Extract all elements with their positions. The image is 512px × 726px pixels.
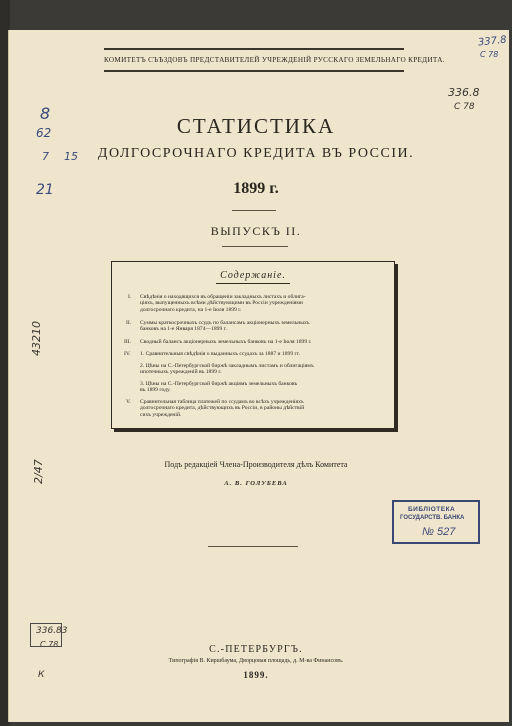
contents-box: Содержаніе. I. Свѣдѣнія о находящихся въ обращеніи закладныхъ листахъ и облига- ціяхъ, выпущенныхъ всѣми дѣйствующими въ Россіи учрежденіями долгосрочнаго кредита, на 1-е Іюля 1899 г. II. Суммы краткосрочныхъ ссудъ по балансамъ акціонерныхъ земельныхъ банковъ на 1-е Января 1874—1899 г. III. Сводный балансъ акціонерныхъ земельныхъ банковъ на 1-е Іюля 1899 г. IV. 1. Сравнительныя свѣдѣнія о выданныхъ ссудахъ за 1887 и 1899 гг. 2. Цѣны на С.-Петербургской биржѣ закладнымъ листамъ и облигаціямъ ипотечныхъ учрежденій въ 1899 г. 3. Цѣны на С.-Петербургской биржѣ акціямъ земельныхъ банковъ въ 1899 году. V. Сравнительная таблица платежей по ссудамъ во всѣхъ учрежденіяхъ долгосрочнаго кредита, дѣйствующихъ въ Россіи, в районы дѣйствій сихъ учрежденій. bbox=[111, 261, 395, 429]
divider bbox=[232, 210, 276, 211]
header-frame bbox=[104, 48, 445, 72]
contents-heading: Содержаніе. bbox=[220, 270, 286, 281]
library-stamp bbox=[392, 500, 480, 544]
committee-name: КОМИТЕТЪ СЪѢЗДОВЪ ПРЕДСТАВИТЕЛЕЙ УЧРЕЖДЕНІЙ РУССКАГО ЗЕМЕЛЬНАГО КРЕДИТА. bbox=[104, 56, 445, 64]
divider bbox=[222, 246, 288, 247]
handwritten-mark: 21 bbox=[36, 182, 54, 198]
handwritten-mark: К bbox=[38, 670, 45, 680]
handwritten-mark: 336.8 bbox=[448, 86, 480, 99]
handwritten-mark: 15 bbox=[64, 150, 78, 163]
handwritten-mark: С 78 bbox=[40, 640, 59, 649]
editor-name: А. В. ГОЛУБЕВА bbox=[224, 480, 288, 487]
issue-number: ВЫПУСКЪ II. bbox=[210, 224, 302, 238]
handwritten-mark: 43210 bbox=[30, 321, 43, 356]
stamp-line: БИБЛІОТЕКА bbox=[408, 506, 456, 513]
handwritten-mark: 2/47 bbox=[32, 459, 45, 484]
imprint-city: С.-ПЕТЕРБУРГЪ. bbox=[209, 644, 303, 655]
handwritten-mark: 336.83 bbox=[36, 626, 68, 636]
shelf-mark-box bbox=[30, 623, 62, 647]
handwritten-mark: 8 bbox=[40, 104, 51, 123]
handwritten-mark: 337.8 bbox=[477, 34, 508, 49]
divider bbox=[208, 546, 298, 547]
handwritten-mark: С 78 bbox=[454, 102, 475, 112]
document-year: 1899 г. bbox=[233, 180, 279, 197]
stamp-number: № 527 bbox=[422, 526, 456, 538]
handwritten-mark: 7 bbox=[42, 150, 49, 163]
imprint-printer: Типографія В. Киршбаума, Дворцовая площадь, д. М-ва Финансовъ. bbox=[168, 658, 344, 664]
stamp-line: ГОСУДАРСТВ. БАНКА bbox=[400, 515, 465, 521]
handwritten-mark: С 78 bbox=[480, 50, 499, 59]
divider bbox=[216, 283, 290, 284]
handwritten-mark: 62 bbox=[36, 126, 52, 140]
imprint-year: 1899. bbox=[243, 670, 269, 680]
editor-credit: Подъ редакціей Члена-Производителя дѣлъ Комитета bbox=[164, 460, 348, 469]
document-title: СТАТИСТИКА bbox=[176, 114, 336, 138]
document-subtitle: ДОЛГОСРОЧНАГО КРЕДИТА ВЪ РОССІИ. bbox=[97, 146, 415, 161]
